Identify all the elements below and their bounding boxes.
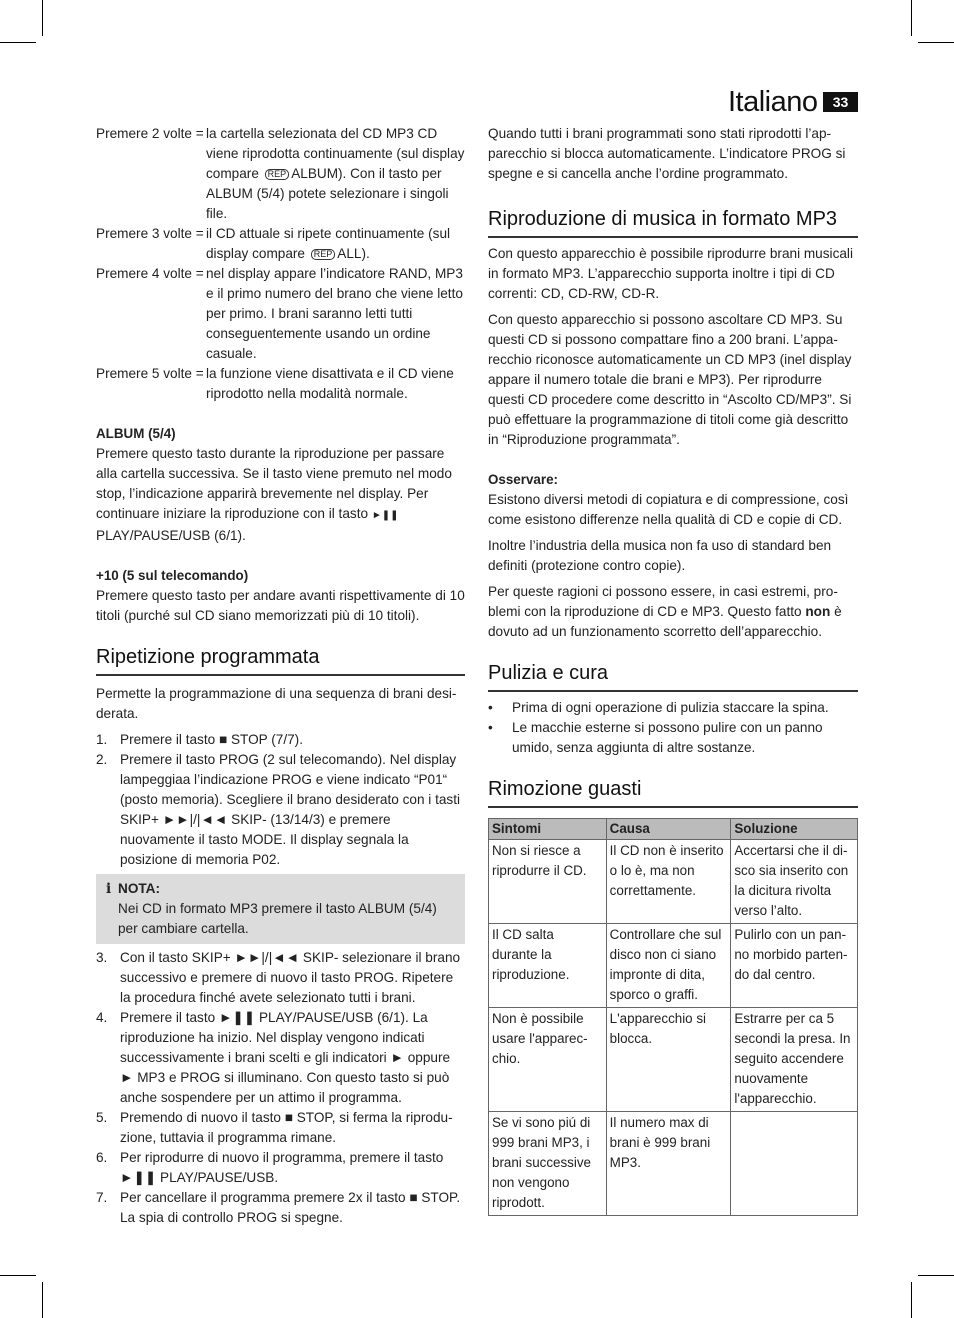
observe-heading: Osservare: <box>488 472 558 487</box>
list-item <box>96 1148 465 1188</box>
care-heading: Pulizia e cura <box>488 660 858 692</box>
list-item <box>96 948 465 1008</box>
table-cell: Il CD salta durante la riproduzione. <box>489 924 607 1008</box>
repeat-mode-row <box>96 224 465 264</box>
plus10-text: Premere questo tasto per andare avanti rispettivamente di 10 titoli (purché sul CD siano memorizzati più di 10 titoli). <box>96 588 465 623</box>
mp3-paragraph: Con questo apparecchio è possibile riprodurre brani musicali in formato MP3. L’apparecchio supporta inoltre i tipi di CD correnti: CD, CD-RW, CD-R. <box>488 246 853 301</box>
repeat-key: Premere 4 volte = <box>96 266 204 281</box>
step-text: Premere il tasto ■ STOP (7/7). <box>120 732 303 747</box>
step-text: Con il tasto SKIP+ ►►|/|◄◄ SKIP- selezionare il brano successivo e premere di nuovo il tasto PROG. Ripetere la procedura finché avete selezionato tutti i brani. <box>120 950 461 1005</box>
repeat-desc <box>206 224 465 264</box>
table-cell: L'apparecchio si blocca. <box>606 1008 731 1112</box>
repeat-icon: REP <box>311 249 336 260</box>
table-cell: Il CD non è inserito o lo è, ma non correttamente. <box>606 840 731 924</box>
repeat-text: ALL). <box>337 246 370 261</box>
crop-mark <box>42 0 43 36</box>
note-title: NOTA: <box>118 881 161 896</box>
list-item <box>488 698 858 718</box>
list-item <box>488 718 858 758</box>
step-number: 3. <box>96 950 108 965</box>
list-item <box>96 750 465 870</box>
step-number: 2. <box>96 752 108 767</box>
repeat-text: il CD attuale si ripete continuamente (sul display compare <box>206 226 451 261</box>
info-icon: i <box>106 881 112 897</box>
table-header-row <box>489 819 858 840</box>
repeat-mode-row <box>96 124 465 224</box>
play-pause-icon: ►❚❚ <box>371 510 399 521</box>
note-box <box>96 874 465 944</box>
album-text <box>96 444 465 546</box>
step-text: Per cancellare il programma premere 2x il tasto ■ STOP. La spia di controllo PROG si spegne. <box>120 1190 461 1225</box>
bullet: • <box>488 700 493 715</box>
mp3-paragraph: Con questo apparecchio si possono ascoltare CD MP3. Su questi CD si possono compattare fino a 200 brani. L’apparecchio riconosce automaticamente un CD MP3 (inel display appare il numero totale die brani e MP3). Per riprodurre questi CD procedere come descritto in “Ascolto CD/MP3”. Si può effettuare la programmazione di titoli come già descritto in “Riproduzione programmata”. <box>488 312 852 447</box>
prog-intro: Permette la programmazione di una sequenza di brani desiderata. <box>96 686 457 721</box>
step-text: Per riprodurre di nuovo il programma, premere il tasto ►❚❚ PLAY/PAUSE/USB. <box>120 1150 444 1185</box>
repeat-icon: REP <box>265 169 290 180</box>
list-item-text: Prima di ogni operazione di pulizia staccare la spina. <box>512 700 829 715</box>
list-item <box>96 1188 465 1228</box>
mp3-paragraph: Esistono diversi metodi di copiatura e di compressione, così come esistono differenze nella qualità di CD e copie di CD. <box>488 492 849 527</box>
crop-mark <box>918 42 954 43</box>
troubleshooting-table <box>488 818 858 1216</box>
step-number: 5. <box>96 1110 108 1125</box>
page-number: 33 <box>823 92 858 112</box>
repeat-key: Premere 5 volte = <box>96 366 204 381</box>
bullet: • <box>488 720 493 735</box>
repeat-key: Premere 2 volte = <box>96 126 204 141</box>
step-number: 4. <box>96 1010 108 1025</box>
step-number: 6. <box>96 1150 108 1165</box>
step-text: Premendo di nuovo il tasto ■ STOP, si ferma la riproduzione, tuttavia il programma rimane. <box>120 1110 453 1145</box>
table-cell: Pulirlo con un panno morbido partendo dal centro. <box>731 924 858 1008</box>
table-cell: Non si riesce a riprodurre il CD. <box>489 840 607 924</box>
table-cell: Il numero max di brani è 999 brani MP3. <box>606 1112 731 1216</box>
note-text: Nei CD in formato MP3 premere il tasto ALBUM (5/4) per cambiare cartella. <box>118 901 437 936</box>
care-list <box>488 698 858 758</box>
trouble-heading: Rimozione guasti <box>488 776 858 808</box>
repeat-desc: la funzione viene disattivata e il CD viene riprodotto nella modalità normale. <box>206 366 454 401</box>
prog-heading: Ripetizione programmata <box>96 644 465 676</box>
prog-steps-continued <box>96 948 465 1228</box>
crop-mark <box>0 42 36 43</box>
table-cell: Controllare che sul disco non ci siano impronte di dita, sporco o graffi. <box>606 924 731 1008</box>
step-text: Premere il tasto ►❚❚ PLAY/PAUSE/USB (6/1). La riproduzione ha inizio. Nel display vengono indicati successivamente i brani scelti e gli indicatori ► oppure ► MP3 e PROG si illuminano. Con questo tasto si può anche sospendere per un attimo il programma. <box>120 1010 451 1105</box>
repeat-key: Premere 3 volte = <box>96 226 204 241</box>
crop-mark <box>0 1275 36 1276</box>
mp3-heading: Riproduzione di musica in formato MP3 <box>488 206 858 238</box>
step-number: 7. <box>96 1190 108 1205</box>
table-row <box>489 1112 858 1216</box>
column-header: Sintomi <box>489 819 607 840</box>
mp3-text: è dovuto ad un funzionamento scorretto dell’apparecchio. <box>488 604 842 639</box>
repeat-mode-row <box>96 264 465 364</box>
album-text-a: Premere questo tasto durante la riproduzione per passare alla cartella successiva. Se il tasto viene premuto nel modo stop, l’indicazione apparirà brevemente nel display. Per continuare iniziare la riproduzione con il tasto <box>96 446 452 521</box>
table-row <box>489 924 858 1008</box>
table-cell: Non è possibile usare l'apparecchio. <box>489 1008 607 1112</box>
step-text: Premere il tasto PROG (2 sul telecomando). Nel display lampeggiaa l’indicazione PROG e viene indicato “P01“ (posto memoria). Scegliere il brano desiderato con i tasti SKIP+ ►►|/|◄◄ SKIP- (13/14/3) e premere nuovamente il tasto MODE. Il display segnala la posizione di memoria P02. <box>120 752 461 867</box>
prog-end-text: Quando tutti i brani programmati sono stati riprodotti l’apparecchio si blocca automaticamente. L’indicatore PROG si spegne e si cancella anche l’ordine programmato. <box>488 126 846 181</box>
mp3-bold-text: non <box>805 604 831 619</box>
repeat-desc <box>206 124 465 224</box>
plus10-heading: +10 (5 sul telecomando) <box>96 568 249 583</box>
left-column <box>96 124 465 1228</box>
crop-mark <box>911 1282 912 1318</box>
language-title: Italiano <box>728 86 818 118</box>
column-header: Soluzione <box>731 819 858 840</box>
list-item <box>96 1108 465 1148</box>
crop-mark <box>42 1282 43 1318</box>
mp3-paragraph: Inoltre l’industria della musica non fa uso di standard ben definiti (protezione contro copie). <box>488 538 832 573</box>
column-header: Causa <box>606 819 731 840</box>
repeat-text: ALBUM). Con il tasto per ALBUM (5/4) potete selezionare i singoli file. <box>206 166 449 221</box>
list-item-text: Le macchie esterne si possono pulire con un panno umido, senza aggiunta di altre sostanze. <box>512 720 823 755</box>
album-text-b: PLAY/PAUSE/USB (6/1). <box>96 528 246 543</box>
list-item <box>96 1008 465 1108</box>
crop-mark <box>918 1275 954 1276</box>
table-cell <box>731 1112 858 1216</box>
crop-mark <box>911 0 912 36</box>
table-cell: Accertarsi che il disco sia inserito con la dicitura rivolta verso l’alto. <box>731 840 858 924</box>
step-number: 1. <box>96 732 108 747</box>
prog-steps <box>96 730 465 870</box>
repeat-desc: nel display appare l’indicatore RAND, MP3 e il primo numero del brano che viene letto per primo. I brani saranno letti tutti conseguentemente usando un ordine casuale. <box>206 266 463 361</box>
table-cell: Se vi sono piú di 999 brani MP3, i brani successive non vengono riprodott. <box>489 1112 607 1216</box>
mp3-text: Per queste ragioni ci possono essere, in casi estremi, problemi con la riproduzione di CD e MP3. Questo fatto <box>488 584 838 619</box>
list-item <box>96 730 465 750</box>
table-row <box>489 840 858 924</box>
table-row <box>489 1008 858 1112</box>
album-heading: ALBUM (5/4) <box>96 426 176 441</box>
mp3-paragraph <box>488 582 858 642</box>
repeat-mode-row <box>96 364 465 404</box>
table-cell: Estrarre per ca 5 secondi la presa. In seguito accendere nuovamente l'apparecchio. <box>731 1008 858 1112</box>
right-column <box>488 124 858 1216</box>
repeat-text: la cartella selezionata del CD MP3 CD viene riprodotta continuamente (sul display compare <box>206 126 465 181</box>
